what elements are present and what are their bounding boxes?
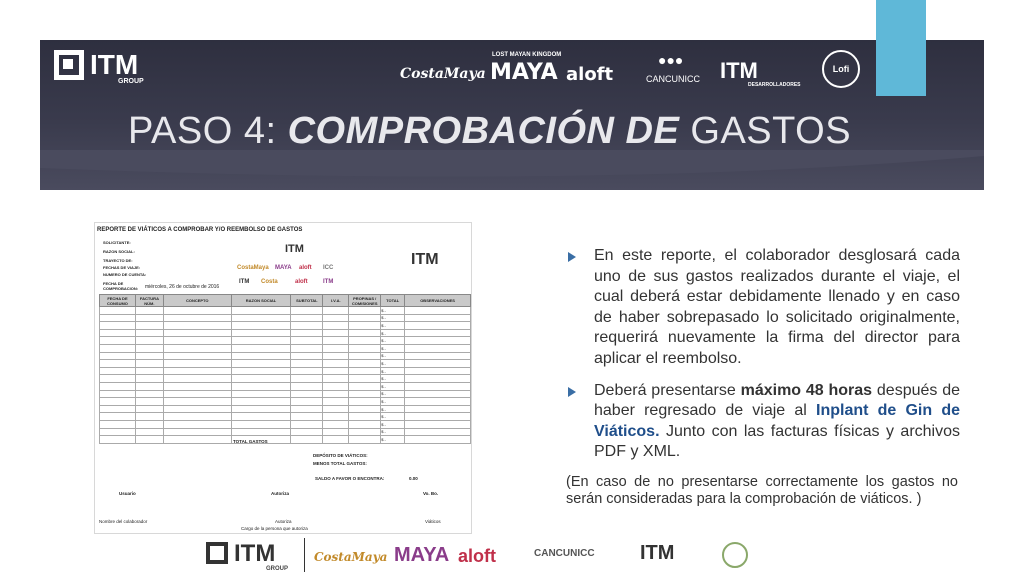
sheet-row bbox=[100, 398, 471, 406]
sheet-saldo-value: 0.00 bbox=[409, 476, 418, 481]
sheet-logo: ICC bbox=[323, 265, 334, 271]
sheet-cell bbox=[323, 413, 349, 421]
sheet-cell bbox=[405, 352, 471, 360]
bullet-text-part: Junto con las facturas físicas y archivos PDF y XML. bbox=[594, 422, 960, 461]
sheet-cell bbox=[135, 337, 163, 345]
sheet-cell: $ - bbox=[381, 420, 405, 428]
sheet-cell bbox=[291, 360, 323, 368]
sheet-logo: MAYA bbox=[275, 265, 292, 271]
sheet-cell bbox=[291, 352, 323, 360]
sheet-cell bbox=[100, 329, 136, 337]
lost-mayan-kingdom-label: LOST MAYAN KINGDOM bbox=[492, 52, 562, 58]
sheet-cell bbox=[323, 344, 349, 352]
sheet-row bbox=[100, 375, 471, 383]
maya-logo: MAYA bbox=[490, 60, 558, 85]
sheet-itm-logo: ITM bbox=[411, 251, 439, 268]
sheet-cell: $ - bbox=[381, 375, 405, 383]
sheet-cell bbox=[349, 360, 381, 368]
footer-itm2-logo: ITM bbox=[640, 542, 675, 564]
sheet-cell bbox=[231, 352, 291, 360]
sheet-label: RAZON SOCIAL: bbox=[103, 249, 135, 254]
sheet-cell bbox=[100, 337, 136, 345]
sheet-cell bbox=[231, 337, 291, 345]
sheet-cell: $ - bbox=[381, 367, 405, 375]
cancun-icc-mark-icon: ●●● bbox=[658, 52, 684, 68]
sheet-autoriza-2: Autoriza bbox=[275, 519, 292, 524]
sheet-cell bbox=[135, 375, 163, 383]
bullet-text bbox=[594, 382, 960, 461]
sheet-cell bbox=[405, 413, 471, 421]
sheet-cell bbox=[163, 307, 231, 315]
sheet-cell bbox=[135, 307, 163, 315]
sheet-cell bbox=[405, 337, 471, 345]
sheet-cell: $ - bbox=[381, 398, 405, 406]
page-title bbox=[128, 110, 851, 153]
sheet-row bbox=[100, 382, 471, 390]
sheet-cell bbox=[135, 413, 163, 421]
sheet-col-header: I.V.A. bbox=[323, 295, 349, 307]
sheet-cell bbox=[405, 329, 471, 337]
sheet-cell bbox=[135, 420, 163, 428]
sheet-cell bbox=[291, 307, 323, 315]
sheet-cell bbox=[163, 314, 231, 322]
footer-costa-logo: CostaMaya bbox=[314, 550, 388, 564]
sheet-cell bbox=[405, 360, 471, 368]
sheet-cell bbox=[323, 405, 349, 413]
bullet-text-bold: máximo 48 horas bbox=[740, 381, 873, 399]
sheet-cell: $ - bbox=[381, 428, 405, 436]
sheet-row bbox=[100, 390, 471, 398]
sheet-cell bbox=[163, 322, 231, 330]
sheet-cell bbox=[323, 436, 349, 444]
sheet-cell bbox=[100, 352, 136, 360]
sheet-cell bbox=[163, 382, 231, 390]
sheet-cell bbox=[291, 413, 323, 421]
sheet-cargo: Cargo de la persona que autoriza bbox=[241, 526, 308, 531]
sheet-cell bbox=[163, 329, 231, 337]
sheet-cell bbox=[100, 344, 136, 352]
sheet-cell bbox=[291, 436, 323, 444]
sheet-logo: aloft bbox=[295, 279, 308, 285]
sheet-col-header: PROPINAS / COMISIONES bbox=[349, 295, 381, 307]
sheet-cell bbox=[135, 428, 163, 436]
sheet-cell bbox=[231, 307, 291, 315]
sheet-cell bbox=[349, 367, 381, 375]
sheet-cell bbox=[100, 307, 136, 315]
itm-logo-text: ITM bbox=[90, 49, 139, 80]
sheet-cell bbox=[291, 337, 323, 345]
sheet-cell bbox=[100, 375, 136, 383]
sheet-cell bbox=[291, 428, 323, 436]
sheet-cell bbox=[405, 382, 471, 390]
sheet-row bbox=[100, 314, 471, 322]
bullet-item bbox=[566, 246, 960, 370]
sheet-row bbox=[100, 322, 471, 330]
sheet-cell bbox=[405, 344, 471, 352]
sheet-col-header: FACTURA NÚM. bbox=[135, 295, 163, 307]
sheet-menos-total: MENOS TOTAL GASTOS: bbox=[313, 461, 367, 466]
sheet-cell bbox=[231, 398, 291, 406]
sheet-cell: $ - bbox=[381, 360, 405, 368]
sheet-cell bbox=[323, 307, 349, 315]
note-text: (En caso de no presentarse correctamente los gastos no serán consideradas para la comprobación de viáticos. ) bbox=[566, 473, 958, 507]
sheet-logo: aloft bbox=[299, 265, 312, 271]
sheet-cell bbox=[405, 405, 471, 413]
sheet-cell bbox=[349, 382, 381, 390]
sheet-cell bbox=[349, 398, 381, 406]
sheet-cell bbox=[349, 344, 381, 352]
sheet-col-header: SUBTOTAL bbox=[291, 295, 323, 307]
sheet-cell bbox=[349, 436, 381, 444]
sheet-cell bbox=[291, 405, 323, 413]
sheet-row bbox=[100, 428, 471, 436]
sheet-cell bbox=[163, 344, 231, 352]
sheet-cell bbox=[349, 322, 381, 330]
sheet-cell bbox=[291, 329, 323, 337]
sheet-cell: $ - bbox=[381, 390, 405, 398]
sheet-cell bbox=[100, 314, 136, 322]
sheet-title: REPORTE DE VIÁTICOS A COMPROBAR Y/O REEMBOLSO DE GASTOS bbox=[97, 227, 303, 233]
sheet-cell bbox=[349, 337, 381, 345]
sheet-row bbox=[100, 420, 471, 428]
sheet-cell bbox=[135, 390, 163, 398]
footer-itm-mark-icon bbox=[206, 542, 228, 564]
sheet-cell bbox=[349, 307, 381, 315]
sheet-cell bbox=[100, 360, 136, 368]
bullet-arrow-icon bbox=[568, 252, 576, 262]
sheet-cell bbox=[349, 420, 381, 428]
sheet-cell bbox=[349, 428, 381, 436]
sheet-label: NUMERO DE CUENTA: bbox=[103, 272, 147, 277]
itm-logo-sub: GROUP bbox=[118, 78, 144, 85]
sheet-saldo: SALDO A FAVOR O ENCONTRA: bbox=[315, 476, 385, 481]
sheet-cell bbox=[323, 337, 349, 345]
sheet-deposito: DEPÓSITO DE VIÁTICOS: bbox=[313, 453, 368, 458]
sheet-cell bbox=[163, 428, 231, 436]
sheet-cell bbox=[405, 307, 471, 315]
sheet-cell bbox=[323, 375, 349, 383]
sheet-col-header: FECHA DE CONSUMO bbox=[100, 295, 136, 307]
logo-row bbox=[40, 44, 984, 102]
sheet-cell bbox=[323, 420, 349, 428]
sheet-cell bbox=[291, 375, 323, 383]
sheet-cell bbox=[100, 390, 136, 398]
sheet-usuario: Usuario bbox=[119, 491, 136, 496]
sheet-cell bbox=[323, 329, 349, 337]
sheet-cell bbox=[323, 322, 349, 330]
footer-cancun-logo: CANCUNICC bbox=[534, 548, 595, 559]
sheet-label: FECHAS DE VIAJE: bbox=[103, 265, 141, 270]
sheet-cell bbox=[405, 322, 471, 330]
footer-itm-logo: ITM bbox=[234, 540, 276, 567]
sheet-cell: $ - bbox=[381, 307, 405, 315]
sheet-cell bbox=[163, 337, 231, 345]
sheet-cell bbox=[163, 420, 231, 428]
sheet-cell bbox=[291, 398, 323, 406]
title-emphasis: COMPROBACIÓN DE bbox=[287, 110, 680, 152]
footer-seal-logo bbox=[722, 542, 748, 568]
sheet-row bbox=[100, 344, 471, 352]
sheet-cell bbox=[291, 367, 323, 375]
footer-maya-logo: MAYA bbox=[394, 544, 450, 566]
sheet-cell bbox=[291, 344, 323, 352]
sheet-cell bbox=[100, 382, 136, 390]
sheet-cell bbox=[323, 390, 349, 398]
sheet-row bbox=[100, 307, 471, 315]
sheet-cell bbox=[323, 382, 349, 390]
bullet-text: En este reporte, el colaborador desglosará cada uno de sus gastos realizados durante el viaje, el cual deberá estar debidamente llenado y en caso de haber sobrepasado lo solicitado originalmente, requerirá nuevamente la firma del director para aplicar el reembolso. bbox=[594, 247, 960, 367]
sheet-cell bbox=[231, 314, 291, 322]
sheet-cell bbox=[349, 352, 381, 360]
sheet-cell bbox=[405, 314, 471, 322]
sheet-cell bbox=[323, 428, 349, 436]
sheet-cell bbox=[231, 390, 291, 398]
sheet-cell: $ - bbox=[381, 382, 405, 390]
footer-itm-sub: GROUP bbox=[266, 566, 289, 572]
sheet-cell: $ - bbox=[381, 329, 405, 337]
sheet-cell bbox=[405, 367, 471, 375]
sheet-cell bbox=[405, 398, 471, 406]
sheet-cell bbox=[323, 314, 349, 322]
title-prefix: PASO 4: bbox=[128, 110, 288, 152]
sheet-viaticos: Viáticos bbox=[425, 519, 441, 524]
sheet-cell bbox=[100, 413, 136, 421]
sheet-logo: ITM bbox=[285, 243, 304, 255]
sheet-cell bbox=[100, 420, 136, 428]
sheet-cell bbox=[163, 398, 231, 406]
sheet-cell bbox=[291, 322, 323, 330]
sheet-table bbox=[99, 294, 471, 444]
itm-desarrolladores-sub: DESARROLLADORES bbox=[748, 82, 801, 88]
sheet-cell bbox=[163, 436, 231, 444]
title-suffix: GASTOS bbox=[679, 110, 852, 152]
sheet-cell: $ - bbox=[381, 436, 405, 444]
bullet-text-part: Deberá presentarse bbox=[594, 381, 741, 399]
sheet-cell bbox=[135, 314, 163, 322]
sheet-cell bbox=[231, 413, 291, 421]
sheet-cell bbox=[349, 314, 381, 322]
cancun-icc-logo: CANCUNICC bbox=[646, 74, 700, 84]
sheet-row bbox=[100, 367, 471, 375]
aloft-logo: aloft bbox=[566, 64, 614, 85]
sheet-logo: CostaMaya bbox=[237, 265, 269, 271]
sheet-cell bbox=[135, 360, 163, 368]
sheet-cell bbox=[405, 390, 471, 398]
sheet-cell: $ - bbox=[381, 405, 405, 413]
sheet-cell bbox=[231, 344, 291, 352]
sheet-cell bbox=[163, 352, 231, 360]
sheet-row bbox=[100, 329, 471, 337]
sheet-cell bbox=[100, 428, 136, 436]
sheet-cell bbox=[291, 382, 323, 390]
sheet-cell bbox=[405, 428, 471, 436]
sheet-autoriza: Autoriza bbox=[271, 491, 289, 496]
sheet-cell: $ - bbox=[381, 352, 405, 360]
sheet-logo: ITM bbox=[239, 279, 250, 285]
sheet-cell bbox=[231, 375, 291, 383]
sheet-row bbox=[100, 352, 471, 360]
sheet-cell bbox=[100, 436, 136, 444]
sheet-cell bbox=[163, 367, 231, 375]
sheet-cell bbox=[291, 420, 323, 428]
sheet-cell bbox=[231, 322, 291, 330]
sheet-cell: $ - bbox=[381, 314, 405, 322]
sheet-cell bbox=[291, 314, 323, 322]
costa-maya-logo: CostaMaya bbox=[400, 66, 486, 82]
itm-group-logo bbox=[54, 50, 138, 80]
sheet-cell bbox=[231, 420, 291, 428]
sheet-cell bbox=[135, 405, 163, 413]
sheet-row bbox=[100, 413, 471, 421]
sheet-brand-logos bbox=[235, 243, 365, 289]
sheet-cell: $ - bbox=[381, 322, 405, 330]
sheet-cell bbox=[349, 329, 381, 337]
footer-logos bbox=[200, 536, 760, 576]
content-text bbox=[566, 246, 960, 508]
itm-desarrolladores-logo: ITM bbox=[720, 58, 758, 83]
sheet-cell bbox=[135, 398, 163, 406]
sheet-cell bbox=[231, 367, 291, 375]
bullet-item bbox=[566, 381, 960, 463]
sheet-cell bbox=[405, 420, 471, 428]
sheet-col-header: CONCEPTO bbox=[163, 295, 231, 307]
sheet-cell bbox=[349, 375, 381, 383]
bullet-arrow-icon bbox=[568, 387, 576, 397]
sheet-cell bbox=[231, 428, 291, 436]
sheet-cell: $ - bbox=[381, 344, 405, 352]
sheet-cell bbox=[135, 322, 163, 330]
sheet-cell bbox=[323, 352, 349, 360]
sheet-col-header: TOTAL bbox=[381, 295, 405, 307]
sheet-col-header: OBSERVACIONES bbox=[405, 295, 471, 307]
sheet-cell bbox=[231, 329, 291, 337]
banner-curve bbox=[40, 150, 984, 190]
sheet-logo: ITM bbox=[323, 279, 334, 285]
sheet-cell: $ - bbox=[381, 413, 405, 421]
sheet-vobo: Vo. Bo. bbox=[423, 491, 439, 496]
sheet-cell bbox=[135, 382, 163, 390]
sheet-cell bbox=[405, 436, 471, 444]
sheet-cell bbox=[163, 360, 231, 368]
sheet-row bbox=[100, 405, 471, 413]
sheet-cell bbox=[100, 322, 136, 330]
sheet-nombre: Nombre del colaborador bbox=[99, 519, 148, 524]
sheet-table-body bbox=[100, 307, 471, 444]
sheet-cell bbox=[231, 405, 291, 413]
sheet-logo: Costa bbox=[261, 279, 278, 285]
sheet-label: SOLICITANTE: bbox=[103, 240, 131, 245]
footer-divider bbox=[304, 538, 305, 572]
sheet-cell bbox=[231, 360, 291, 368]
sheet-cell bbox=[349, 413, 381, 421]
sheet-cell: $ - bbox=[381, 337, 405, 345]
sheet-cell bbox=[135, 344, 163, 352]
sheet-cell bbox=[135, 367, 163, 375]
sheet-total-gastos: TOTAL GASTOS bbox=[233, 439, 268, 444]
sheet-row bbox=[100, 436, 471, 444]
sheet-cell bbox=[135, 436, 163, 444]
sheet-cell bbox=[323, 367, 349, 375]
sheet-cell bbox=[323, 398, 349, 406]
sheet-cell bbox=[349, 405, 381, 413]
sheet-cell bbox=[349, 390, 381, 398]
footer-aloft-logo: aloft bbox=[458, 546, 496, 566]
sheet-date: miércoles, 26 de octubre de 2016 bbox=[145, 284, 220, 290]
sheet-cell bbox=[231, 382, 291, 390]
sheet-cell bbox=[323, 360, 349, 368]
sheet-row bbox=[100, 337, 471, 345]
sheet-cell bbox=[163, 413, 231, 421]
sheet-cell bbox=[405, 375, 471, 383]
sheet-label: TRAYECTO DE: bbox=[103, 258, 133, 263]
bullet-text-part: después de haber regresado de viaje al bbox=[594, 381, 960, 420]
sheet-cell bbox=[163, 405, 231, 413]
sheet-cell bbox=[163, 390, 231, 398]
sheet-cell bbox=[100, 405, 136, 413]
seal-logo: Lofi bbox=[822, 50, 860, 88]
sheet-cell bbox=[291, 390, 323, 398]
sheet-cell bbox=[100, 367, 136, 375]
sheet-row bbox=[100, 360, 471, 368]
sheet-label: FECHA DE COMPROBACION: bbox=[103, 281, 139, 291]
sheet-cell bbox=[135, 352, 163, 360]
sheet-cell bbox=[163, 375, 231, 383]
expense-report-sheet bbox=[94, 222, 472, 534]
sheet-col-header: RAZON SOCIAL bbox=[231, 295, 291, 307]
itm-mark-icon bbox=[54, 50, 84, 80]
bullet-text-highlight: Inplant de Gin de Viáticos. bbox=[594, 402, 960, 440]
sheet-table-header bbox=[100, 295, 471, 307]
sheet-cell bbox=[100, 398, 136, 406]
sheet-cell bbox=[135, 329, 163, 337]
